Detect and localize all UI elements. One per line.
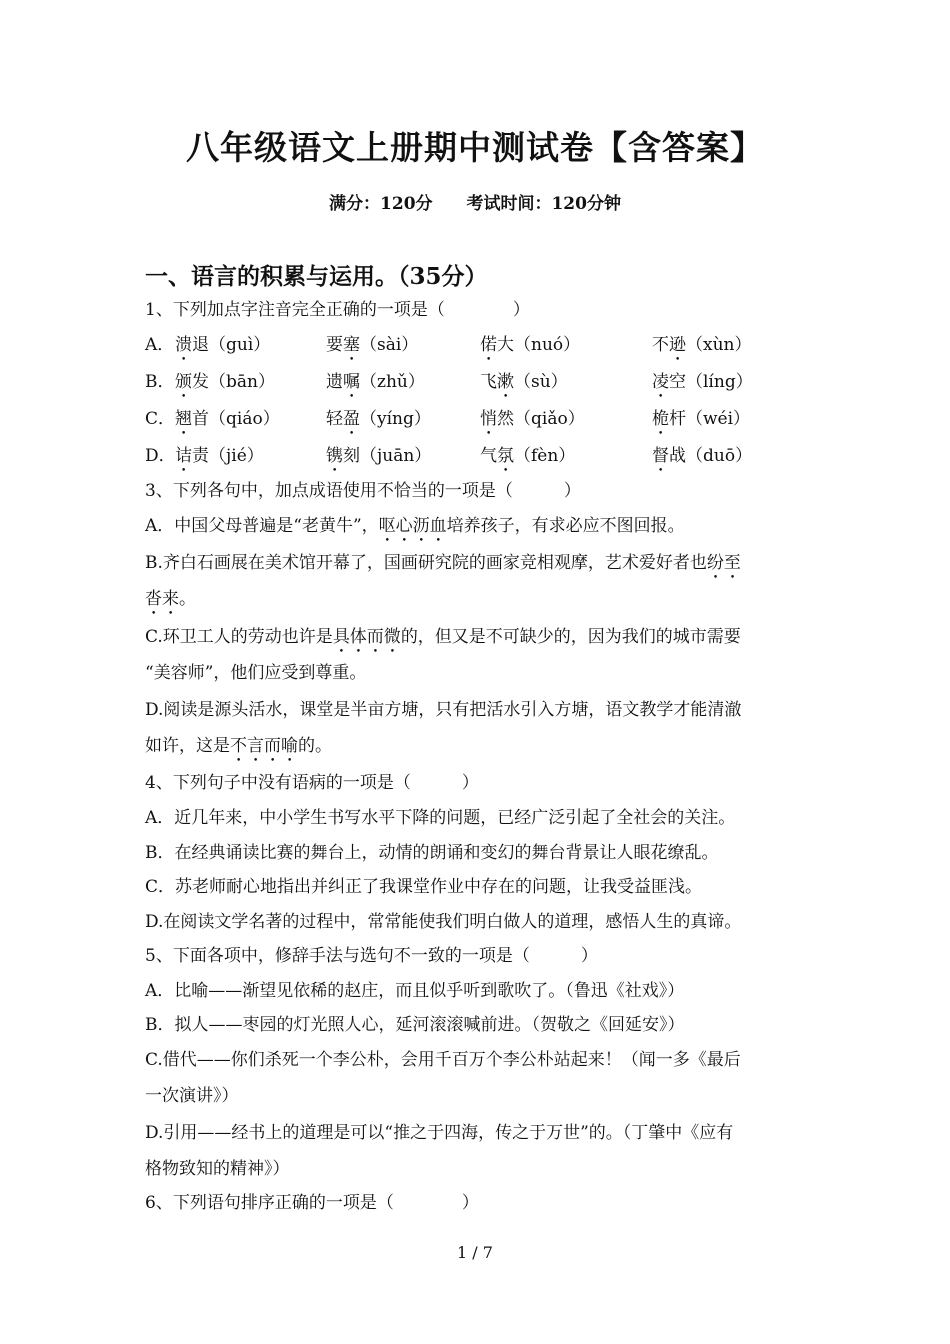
q1-option-word: 凌空（líng） (652, 372, 753, 392)
q1-option-word: 督战（duō） (652, 446, 753, 466)
q1-option-word: 遗嘱（zhǔ） (326, 372, 425, 392)
q1-option-word: 颁发（bān） (175, 372, 275, 392)
q5-option-c: C.借代——你们杀死一个李公朴，会用千百万个李公朴站起来！（闻一多《最后 (145, 1050, 741, 1070)
q4-option-c: C．苏老师耐心地指出并纠正了我课堂作业中存在的问题，让我受益匪浅。 (145, 877, 703, 897)
q5-option-b: B．拟人——枣园的灯光照人心，延河滚滚喊前进。（贺敬之《回延安》） (145, 1015, 685, 1035)
q1-option-word: 桅杆（wéi） (652, 409, 751, 429)
q3-stem: 3、下列各句中，加点成语使用不恰当的一项是（ ） (145, 481, 581, 501)
q1-option-word: 偌大（nuó） (480, 335, 581, 355)
q4-option-d: D.在阅读文学名著的过程中，常常能使我们明白做人的道理，感悟人生的真谛。 (145, 912, 742, 932)
q3-option-d-cont: 如许，这是不言而喻的。 (145, 736, 332, 756)
q4-stem: 4、下列句子中没有语病的一项是（ ） (145, 773, 479, 793)
q1-option-word: 飞漱（sù） (480, 372, 568, 392)
q1-option-word: 不逊（xùn） (652, 335, 752, 355)
q1-option-word: 轻盈（yíng） (326, 409, 431, 429)
q1-option-label: B． (145, 372, 175, 392)
q1-option-label: C． (145, 409, 176, 429)
q1-option-word: 气氛（fèn） (480, 446, 576, 466)
q5-option-a: A．比喻——渐望见依稀的赵庄，而且似乎听到歌吹了。（鲁迅《社戏》） (145, 981, 685, 1001)
q1-option-label: A． (145, 335, 175, 355)
q5-option-c-cont: 一次演讲》） (145, 1086, 239, 1106)
q3-option-b-cont: 沓来。 (145, 589, 196, 609)
q1-option-label: D． (145, 446, 176, 466)
q1-stem: 1、下列加点字注音完全正确的一项是（ ） (145, 300, 530, 320)
section-heading: 一、语言的积累与运用。（35分） (145, 263, 488, 290)
page-title: 八年级语文上册期中测试卷【含答案】 (186, 128, 764, 167)
q3-option-c: C.环卫工人的劳动也许是具体而微的，但又是不可缺少的，因为我们的城市需要 (145, 627, 741, 647)
q3-option-c-cont: “美容师”，他们应受到尊重。 (145, 663, 367, 683)
q1-option-word: 诘责（jié） (175, 446, 264, 466)
q1-option-word: 镌刻（juān） (326, 446, 432, 466)
q5-option-d: D.引用——经书上的道理是可以“推之于四海，传之于万世”的。（丁肇中《应有 (145, 1123, 734, 1143)
q3-option-a: A．中国父母普遍是“老黄牛”，呕心沥血培养孩子，有求必应不图回报。 (145, 516, 685, 536)
q1-option-word: 要塞（sài） (326, 335, 419, 355)
q1-option-word: 溃退（guì） (175, 335, 271, 355)
q3-option-b: B.齐白石画展在美术馆开幕了，国画研究院的画家竞相观摩，艺术爱好者也纷至 (145, 553, 741, 573)
q1-option-word: 翘首（qiáo） (175, 409, 280, 429)
q5-stem: 5、下面各项中，修辞手法与选句不一致的一项是（ ） (145, 946, 598, 966)
page-number: 1 / 7 (457, 1243, 493, 1262)
q1-option-word: 悄然（qiǎo） (480, 409, 585, 429)
q3-option-d: D.阅读是源头活水，课堂是半亩方塘，只有把活水引入方塘，语文教学才能清澈 (145, 700, 742, 720)
full-score: 满分：120分 (329, 194, 433, 214)
q6-stem: 6、下列语句排序正确的一项是（ ） (145, 1193, 479, 1213)
exam-info (0, 189, 950, 214)
q5-option-d-cont: 格物致知的精神》） (145, 1159, 290, 1179)
exam-time: 考试时间：120分钟 (466, 194, 621, 214)
q4-option-b: B．在经典诵读比赛的舞台上，动情的朗诵和变幻的舞台背景让人眼花缭乱。 (145, 843, 719, 863)
q4-option-a: A．近几年来，中小学生书写水平下降的问题，已经广泛引起了全社会的关注。 (145, 808, 736, 828)
